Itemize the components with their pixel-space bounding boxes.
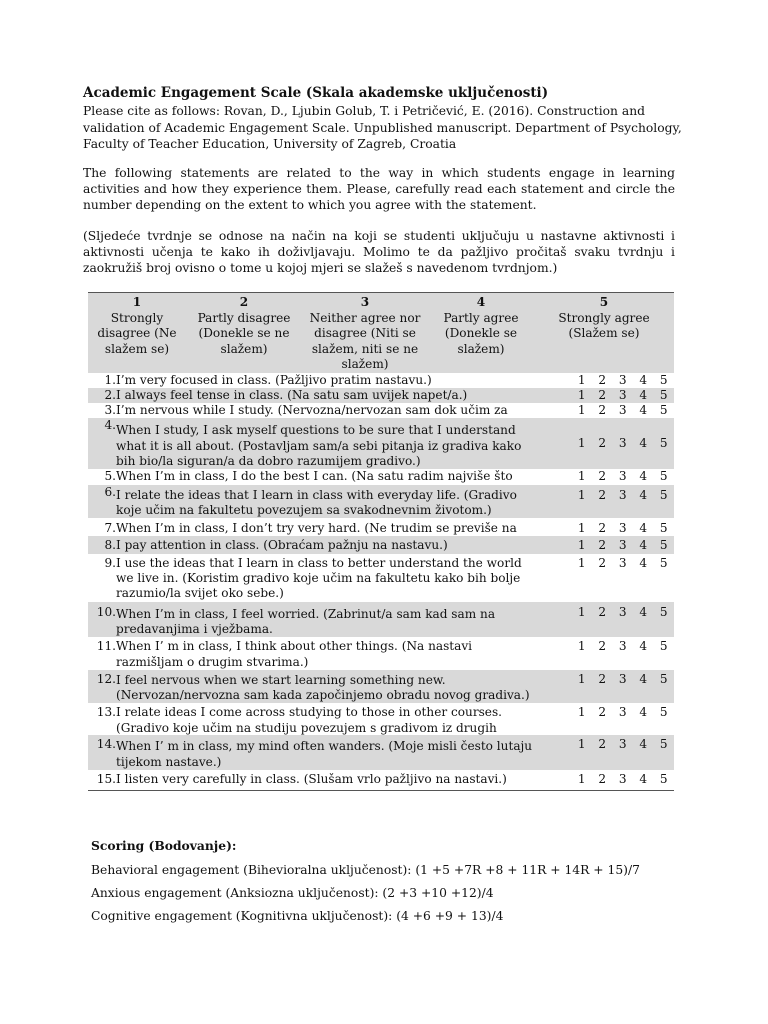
scale-header-1: 1 Strongly disagree (Ne slažem se) bbox=[97, 295, 177, 356]
rating-options[interactable]: 1 2 3 4 5 bbox=[541, 485, 674, 519]
item-statement: I’m nervous while I study. (Nervozna/nervozan sam dok učim za bbox=[116, 403, 508, 418]
scale-header-4: 4 Partly agree (Donekle se slažem) bbox=[443, 295, 519, 356]
scale-header-3: 3 Neither agree nor disagree (Niti se slažem, niti se ne slažem) bbox=[309, 295, 421, 371]
scale-header-row bbox=[88, 293, 674, 373]
item-statement: I relate the ideas that I learn in class with everyday life. (Gradivo koje učim na fakultetu povezujem sa svakodnevnim životom.) bbox=[116, 485, 541, 519]
rating-options[interactable]: 1 2 3 4 5 bbox=[541, 536, 674, 553]
item-statement: I use the ideas that I learn in class to better understand the world we live in. (Koristim gradivo koje učim na fakultetu kako bih bolje razumio/la svijet oko sebe.) bbox=[116, 555, 522, 601]
table-row: 4. When I study, I ask myself questions to be sure that I understand what it is all about. (Postavljam sam/a sebi pitanja iz gradiva kako bih bio/la siguran/a da dobro razumijem gradivo.) 1 2 3 4 5 bbox=[88, 418, 674, 469]
item-statement bbox=[116, 703, 541, 735]
table-row: 1. I’m very focused in class. (Pažljivo pratim nastavu.) 1 2 3 4 5 bbox=[88, 373, 674, 388]
item-statement: When I study, I ask myself questions to be sure that I understand what it is all about. (Postavljam sam/a sebi pitanja iz gradiva kako bih bio/la siguran/a da dobro razumijem gradivo.) bbox=[116, 418, 541, 469]
instructions-english: The following statements are related to the way in which students engage in learning activities and how they experience them. Please, carefully read each statement and circle the number depending on the extent to which you agree with the statement. bbox=[83, 166, 675, 212]
citation bbox=[83, 103, 683, 153]
table-row: 10. When I’m in class, I feel worried. (Zabrinut/a sam kad sam na predavanjima i vježbama. 1 2 3 4 5 bbox=[88, 602, 674, 638]
rating-options[interactable]: 1 2 3 4 5 bbox=[577, 555, 668, 570]
table-row: 14. When I’ m in class, my mind often wanders. (Moje misli često lutaju tijekom nastave.) 1 2 3 4 5 bbox=[88, 735, 674, 770]
rating-options[interactable]: 1 2 3 4 5 bbox=[541, 418, 674, 469]
item-statement-text: I relate ideas I come across studying to those in other courses. (Gradivo koje učim na studiju povezujem s gradivom iz drugih bbox=[116, 705, 503, 735]
item-statement: When I’ m in class, my mind often wanders. (Moje misli često lutaju tijekom nastave.) bbox=[116, 735, 541, 770]
table-row: 15. I listen very carefully in class. (Slušam vrlo pažljivo na nastavi.) 1 2 3 4 5 bbox=[88, 770, 674, 791]
table-row: 9. I use the ideas that I learn in class to better understand the world we live in. (Koristim gradivo koje učim na fakultetu kako bih bolje razumio/la svijet oko sebe.) 1 2 3 4 5 bbox=[88, 554, 674, 602]
scale-header-2: 2 Partly disagree (Donekle se ne slažem) bbox=[197, 295, 291, 356]
item-statement: I always feel tense in class. (Na satu sam uvijek napet/a.) bbox=[116, 388, 541, 403]
table-row: 12. I feel nervous when we start learning something new. (Nervozan/nervozna sam kada započinjemo obradu novog gradiva.) 1 2 3 4 5 bbox=[88, 670, 674, 704]
rating-options[interactable]: 1 2 3 4 5 bbox=[577, 372, 668, 387]
table-row: 11. When I’ m in class, I think about other things. (Na nastavi razmišljam o drugim stvarima.) 1 2 3 4 5 bbox=[88, 637, 674, 670]
table-row: 3. I’m nervous while I study. (Nervozna/nervozan sam dok učim za 1 2 3 4 5 bbox=[88, 403, 674, 418]
rating-options[interactable]: 1 2 3 4 5 bbox=[541, 602, 674, 638]
table-row: 7. When I’m in class, I don’t try very hard. (Ne trudim se previše na 1 2 3 4 5 bbox=[88, 518, 674, 536]
item-statement: When I’m in class, I do the best I can. (Na satu radim najviše što bbox=[116, 469, 513, 484]
item-statement: When I’ m in class, I think about other things. (Na nastavi razmišljam o drugim stvarima.) bbox=[116, 639, 473, 669]
rating-options[interactable]: 1 2 3 4 5 bbox=[541, 670, 674, 704]
item-statement: I pay attention in class. (Obraćam pažnju na nastavu.) bbox=[116, 536, 541, 553]
item-statement: I listen very carefully in class. (Slušam vrlo pažljivo na nastavi.) bbox=[116, 770, 541, 791]
table-row: 8. I pay attention in class. (Obraćam pažnju na nastavu.) 1 2 3 4 5 bbox=[88, 536, 674, 553]
scoring-section bbox=[91, 838, 691, 928]
table-row: 2. I always feel tense in class. (Na satu sam uvijek napet/a.) 1 2 3 4 5 bbox=[88, 388, 674, 403]
scoring-heading: Scoring (Bodovanje): bbox=[91, 838, 237, 853]
rating-options[interactable]: 1 2 3 4 5 bbox=[541, 388, 674, 403]
rating-options[interactable]: 1 2 3 4 5 bbox=[577, 639, 668, 654]
scoring-line-cognitive: Cognitive engagement (Kognitivna uključenost): (4 +6 +9 + 13)/4 bbox=[91, 909, 504, 923]
rating-options[interactable]: 1 2 3 4 5 bbox=[577, 403, 668, 418]
item-statement: When I’m in class, I don’t try very hard. (Ne trudim se previše na bbox=[116, 521, 517, 536]
item-statement: When I’m in class, I feel worried. (Zabrinut/a sam kad sam na predavanjima i vježbama. bbox=[116, 602, 541, 638]
item-statement: I feel nervous when we start learning something new. (Nervozan/nervozna sam kada započinjemo obradu novog gradiva.) bbox=[116, 670, 541, 704]
rating-options[interactable]: 1 2 3 4 5 bbox=[541, 770, 674, 791]
rating-options[interactable]: 1 2 3 4 5 bbox=[577, 521, 668, 536]
document-title: Academic Engagement Scale (Skala akademske uključenosti) bbox=[83, 85, 549, 101]
table-row: 6. I relate the ideas that I learn in class with everyday life. (Gradivo koje učim na fakultetu povezujem sa svakodnevnim životom.) 1 2 3 4 5 bbox=[88, 485, 674, 519]
instructions-croatian: (Sljedeće tvrdnje se odnose na način na koji se studenti uključuju u nastavne aktivnosti i aktivnosti učenja te kako ih doživljavaju. Molimo te da pažljivo pročitaš svaku tvrdnju i zaokružiš broj ovisno o tome u kojoj mjeri se slažeš s navedenom tvrdnjom.) bbox=[83, 229, 675, 275]
citation-line: Faculty of Teacher Education, University of Zagreb, Croatia bbox=[83, 137, 457, 151]
rating-options[interactable]: 1 2 3 4 5 bbox=[577, 469, 668, 484]
engagement-scale-table bbox=[88, 292, 674, 791]
table-row: 13. I relate ideas I come across studying to those in other courses. (Gradivo koje učim na studiju povezujem s gradivom iz drugih 1 2 3 4 5 bbox=[88, 703, 674, 735]
citation-line: Please cite as follows: Rovan, D., Ljubin Golub, T. i Petričević, E. (2016). Construction and bbox=[83, 104, 645, 118]
scoring-line-behavioral: Behavioral engagement (Bihevioralna uključenost): (1 +5 +7R +8 + 11R + 14R + 15)/7 bbox=[91, 863, 640, 877]
item-statement: I’m very focused in class. (Pažljivo pratim nastavu.) bbox=[116, 372, 432, 387]
scale-header-5: 5 Strongly agree (Slažem se) bbox=[558, 295, 650, 340]
citation-line: validation of Academic Engagement Scale. Unpublished manuscript. Department of Psychology, bbox=[83, 120, 682, 135]
rating-options[interactable]: 1 2 3 4 5 bbox=[541, 735, 674, 770]
table-row: 5. When I’m in class, I do the best I can. (Na satu radim najviše što 1 2 3 4 5 bbox=[88, 469, 674, 484]
scoring-line-anxious: Anxious engagement (Anksiozna uključenost): (2 +3 +10 +12)/4 bbox=[91, 886, 494, 900]
rating-options[interactable]: 1 2 3 4 5 bbox=[577, 705, 668, 720]
